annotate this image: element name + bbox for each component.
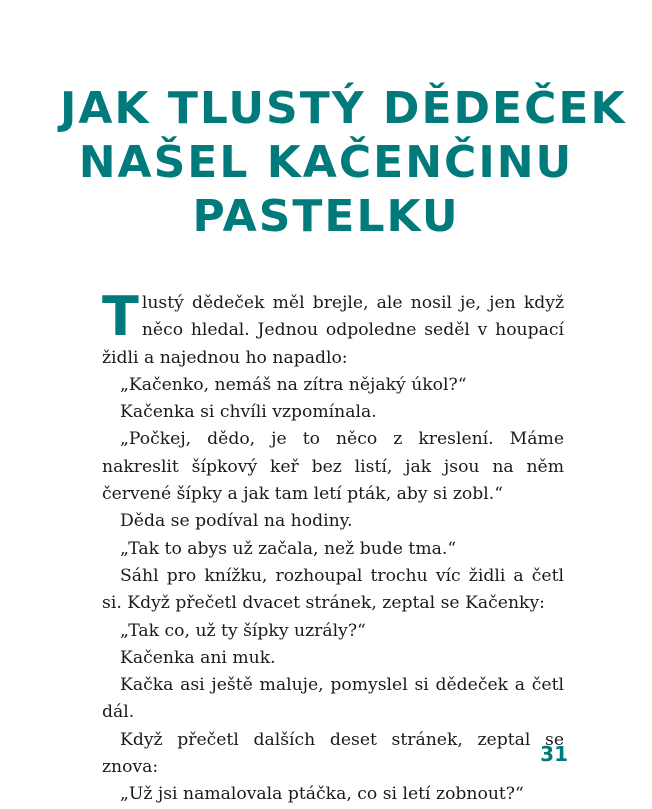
- paragraph: Kačenka ani muk.: [120, 647, 276, 668]
- chapter-title-line-3: PASTELKU: [192, 191, 460, 242]
- drop-cap: T: [102, 285, 139, 348]
- paragraph: „Počkej, dědo, je to něco z kreslení. Máme nakreslit šípkový keř bez listí, jak jsou na něm červené šípky a jak tam letí pták, aby si zobl.“: [102, 429, 564, 505]
- paragraph-opening: [102, 285, 564, 372]
- paragraph: „Kačenko, nemáš na zítra nějaký úkol?“: [120, 374, 467, 395]
- story-text: [102, 285, 564, 809]
- chapter-title-line-1: JAK TLUSTÝ DĚDEČEK: [60, 83, 627, 134]
- chapter-title-line-2: NAŠEL KAČENČINU: [78, 137, 574, 188]
- chapter-title: [60, 82, 627, 244]
- paragraph: „Tak to abys už začala, než bude tma.“: [120, 538, 457, 559]
- paragraph: Děda se podíval na hodiny.: [120, 511, 353, 532]
- page-number: 31: [540, 742, 568, 766]
- paragraph-opening-text: lustý dědeček měl brejle, ale nosil je, jen když něco hledal. Jednou odpoledne seděl v houpací židli a najednou ho napadlo:: [102, 293, 564, 368]
- paragraph: Kačka asi ještě maluje, pomyslel si dědeček a četl dál.: [102, 675, 564, 723]
- paragraph: Když přečetl dalších deset stránek, zeptal se znova:: [102, 729, 564, 778]
- paragraph: „Tak co, už ty šípky uzrály?“: [120, 620, 366, 641]
- paragraph: Kačenka si chvíli vzpomínala.: [120, 402, 377, 423]
- paragraph: „Už jsi namalovala ptáčka, co si letí zobnout?“: [120, 784, 524, 805]
- paragraph: Sáhl pro knížku, rozhoupal trochu víc židli a četl si. Když přečetl dvacet stránek, zeptal se Kačenky:: [102, 565, 564, 614]
